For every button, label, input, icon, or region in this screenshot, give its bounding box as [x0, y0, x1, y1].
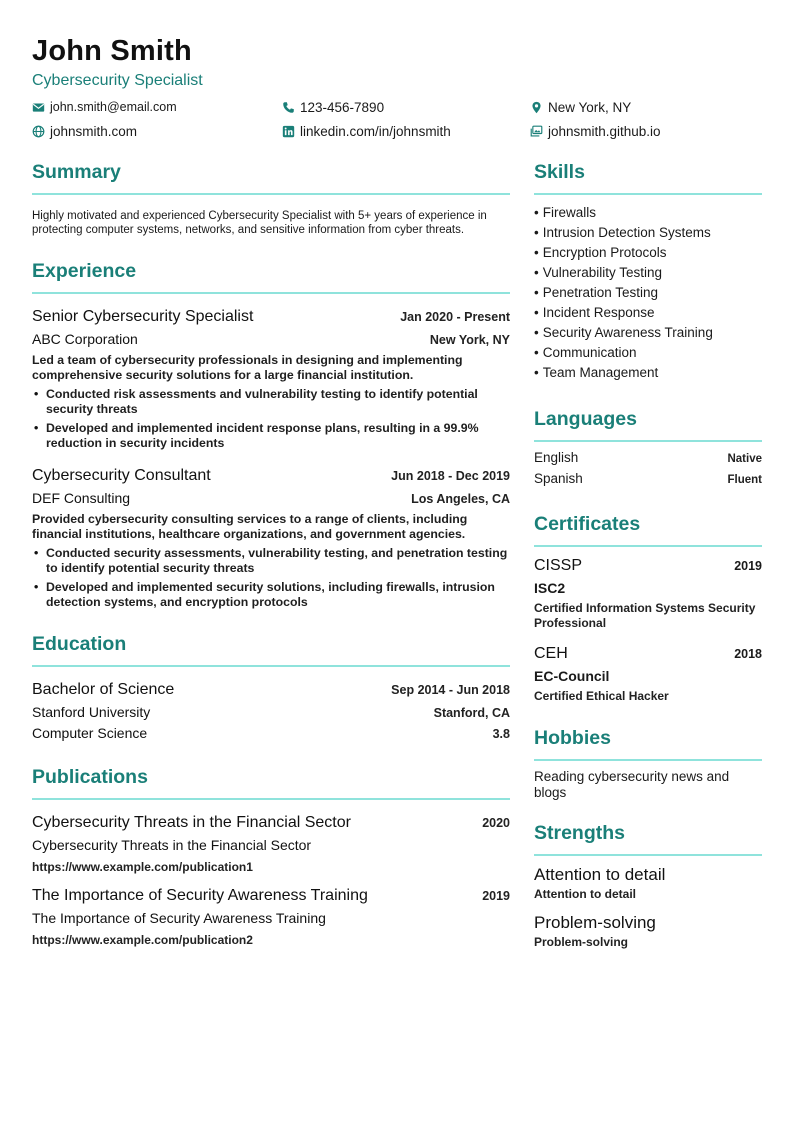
certificate-entry — [534, 643, 762, 704]
languages-section — [534, 407, 762, 490]
contact-linkedin[interactable] — [282, 121, 451, 141]
skill-item: • Penetration Testing — [534, 285, 659, 300]
job-description: Led a team of cybersecurity professionals in designing and implementing comprehensive security solutions for a large financial institution. — [32, 353, 463, 382]
education-entry — [32, 679, 510, 743]
strength-title: Problem-solving — [534, 913, 656, 932]
certificate-description: Certified Ethical Hacker — [534, 689, 669, 703]
experience-entry — [32, 306, 510, 451]
languages-heading: Languages — [534, 407, 762, 442]
gpa: 3.8 — [492, 727, 510, 741]
publication-entry — [32, 812, 510, 875]
skill-item: • Vulnerability Testing — [534, 265, 663, 280]
contact-location — [530, 97, 631, 117]
publication-link[interactable]: https://www.example.com/publication2 — [32, 933, 253, 947]
summary-text: Highly motivated and experienced Cybersecurity Specialist with 5+ years of experience in protecting computer systems, networks, and sensitive information from cyber threats. — [32, 210, 487, 236]
skill-item: • Security Awareness Training — [534, 325, 713, 340]
publication-subtitle: The Importance of Security Awareness Training — [32, 910, 326, 926]
skill-item: • Incident Response — [534, 305, 655, 320]
hobbies-section — [534, 726, 762, 801]
job-bullet: • Developed and implemented security solutions, including firewalls, intrusion detection systems, and encryption protocols — [32, 580, 510, 610]
strength-entry — [534, 912, 762, 950]
language-row — [534, 448, 762, 469]
field-of-study: Computer Science — [32, 725, 148, 741]
publication-year: 2020 — [482, 816, 510, 830]
language-name: English — [534, 450, 579, 465]
contact-website[interactable] — [32, 121, 137, 141]
skills-list — [534, 203, 762, 383]
job-bullet: • Developed and implemented incident response plans, resulting in a 99.9% reduction in security incidents — [32, 421, 510, 451]
contact-email-text: john.smith@email.com — [50, 100, 177, 114]
skill-item: • Intrusion Detection Systems — [534, 225, 711, 240]
email-icon — [32, 101, 45, 114]
contact-linkedin-text: linkedin.com/in/johnsmith — [300, 123, 451, 139]
location-pin-icon — [530, 101, 543, 114]
publication-link[interactable]: https://www.example.com/publication1 — [32, 860, 253, 874]
job-date: Jan 2020 - Present — [400, 310, 510, 324]
skills-heading: Skills — [534, 160, 762, 195]
contact-email[interactable] — [32, 97, 177, 117]
skill-item: • Firewalls — [534, 205, 596, 220]
candidate-name: John Smith — [32, 35, 192, 67]
job-location: New York, NY — [429, 333, 510, 347]
strength-description: Problem-solving — [534, 935, 629, 949]
company-name: DEF Consulting — [32, 490, 131, 506]
job-bullets — [32, 546, 510, 610]
strength-description: Attention to detail — [534, 887, 636, 901]
summary-section — [32, 160, 510, 237]
job-description: Provided cybersecurity consulting services to a range of clients, including financial institutions, healthcare organizations, and government agencies. — [32, 512, 468, 541]
school-name: Stanford University — [32, 704, 151, 720]
publication-subtitle: Cybersecurity Threats in the Financial Sector — [32, 837, 312, 853]
experience-entry — [32, 465, 510, 610]
skill-item: • Team Management — [534, 365, 659, 380]
job-title: Cybersecurity Consultant — [32, 467, 211, 484]
publications-section — [32, 765, 510, 948]
contact-github-text: johnsmith.github.io — [548, 123, 661, 139]
skills-section — [534, 160, 762, 383]
skill-item: • Communication — [534, 345, 637, 360]
job-bullets — [32, 387, 510, 451]
certificate-name: CISSP — [534, 557, 583, 574]
contact-location-text: New York, NY — [548, 99, 632, 115]
certificate-issuer: EC-Council — [534, 668, 610, 684]
company-name: ABC Corporation — [32, 331, 138, 347]
language-level: Fluent — [727, 474, 762, 486]
resume-page — [32, 34, 762, 949]
certificate-description: Certified Information Systems Security Professional — [534, 601, 756, 630]
education-heading: Education — [32, 632, 510, 667]
contact-phone-text: 123-456-7890 — [300, 99, 385, 115]
school-location: Stanford, CA — [433, 706, 510, 720]
contact-phone[interactable] — [282, 97, 384, 117]
contact-info — [32, 97, 762, 145]
publication-entry — [32, 885, 510, 948]
globe-icon — [32, 125, 45, 138]
certificate-name: CEH — [534, 645, 568, 662]
publication-title: The Importance of Security Awareness Training — [32, 887, 368, 904]
job-date: Jun 2018 - Dec 2019 — [391, 469, 510, 483]
linkedin-icon — [282, 125, 295, 138]
right-column — [534, 160, 762, 968]
skill-item: • Encryption Protocols — [534, 245, 667, 260]
experience-section — [32, 259, 510, 610]
certificate-year: 2019 — [734, 559, 762, 573]
education-date: Sep 2014 - Jun 2018 — [391, 683, 510, 697]
language-level: Native — [727, 453, 762, 465]
publication-year: 2019 — [482, 889, 510, 903]
language-row — [534, 469, 762, 490]
experience-heading: Experience — [32, 259, 510, 294]
hobbies-heading: Hobbies — [534, 726, 762, 761]
contact-website-text: johnsmith.com — [50, 123, 138, 139]
strength-title: Attention to detail — [534, 865, 666, 884]
certificate-entry — [534, 555, 762, 631]
strength-entry — [534, 864, 762, 902]
contact-github[interactable] — [530, 121, 661, 141]
phone-icon — [282, 101, 295, 114]
publications-heading: Publications — [32, 765, 510, 800]
job-bullet: • Conducted risk assessments and vulnerability testing to identify potential security threats — [32, 387, 510, 417]
education-section — [32, 632, 510, 743]
strengths-heading: Strengths — [534, 821, 762, 856]
strengths-section — [534, 821, 762, 950]
publication-title: Cybersecurity Threats in the Financial Sector — [32, 814, 351, 831]
left-column — [32, 160, 510, 966]
candidate-title: Cybersecurity Specialist — [32, 72, 203, 89]
summary-heading: Summary — [32, 160, 510, 195]
job-location: Los Angeles, CA — [411, 492, 510, 506]
degree: Bachelor of Science — [32, 681, 175, 698]
certificate-year: 2018 — [734, 647, 762, 661]
certificates-heading: Certificates — [534, 512, 762, 547]
language-name: Spanish — [534, 471, 583, 486]
certificate-issuer: ISC2 — [534, 580, 566, 596]
certificates-section — [534, 512, 762, 704]
image-gallery-icon — [530, 125, 543, 138]
job-title: Senior Cybersecurity Specialist — [32, 308, 254, 325]
hobby-text: Reading cybersecurity news and blogs — [534, 769, 730, 800]
job-bullet: • Conducted security assessments, vulnerability testing, and penetration testing to identify potential security threats — [32, 546, 510, 576]
